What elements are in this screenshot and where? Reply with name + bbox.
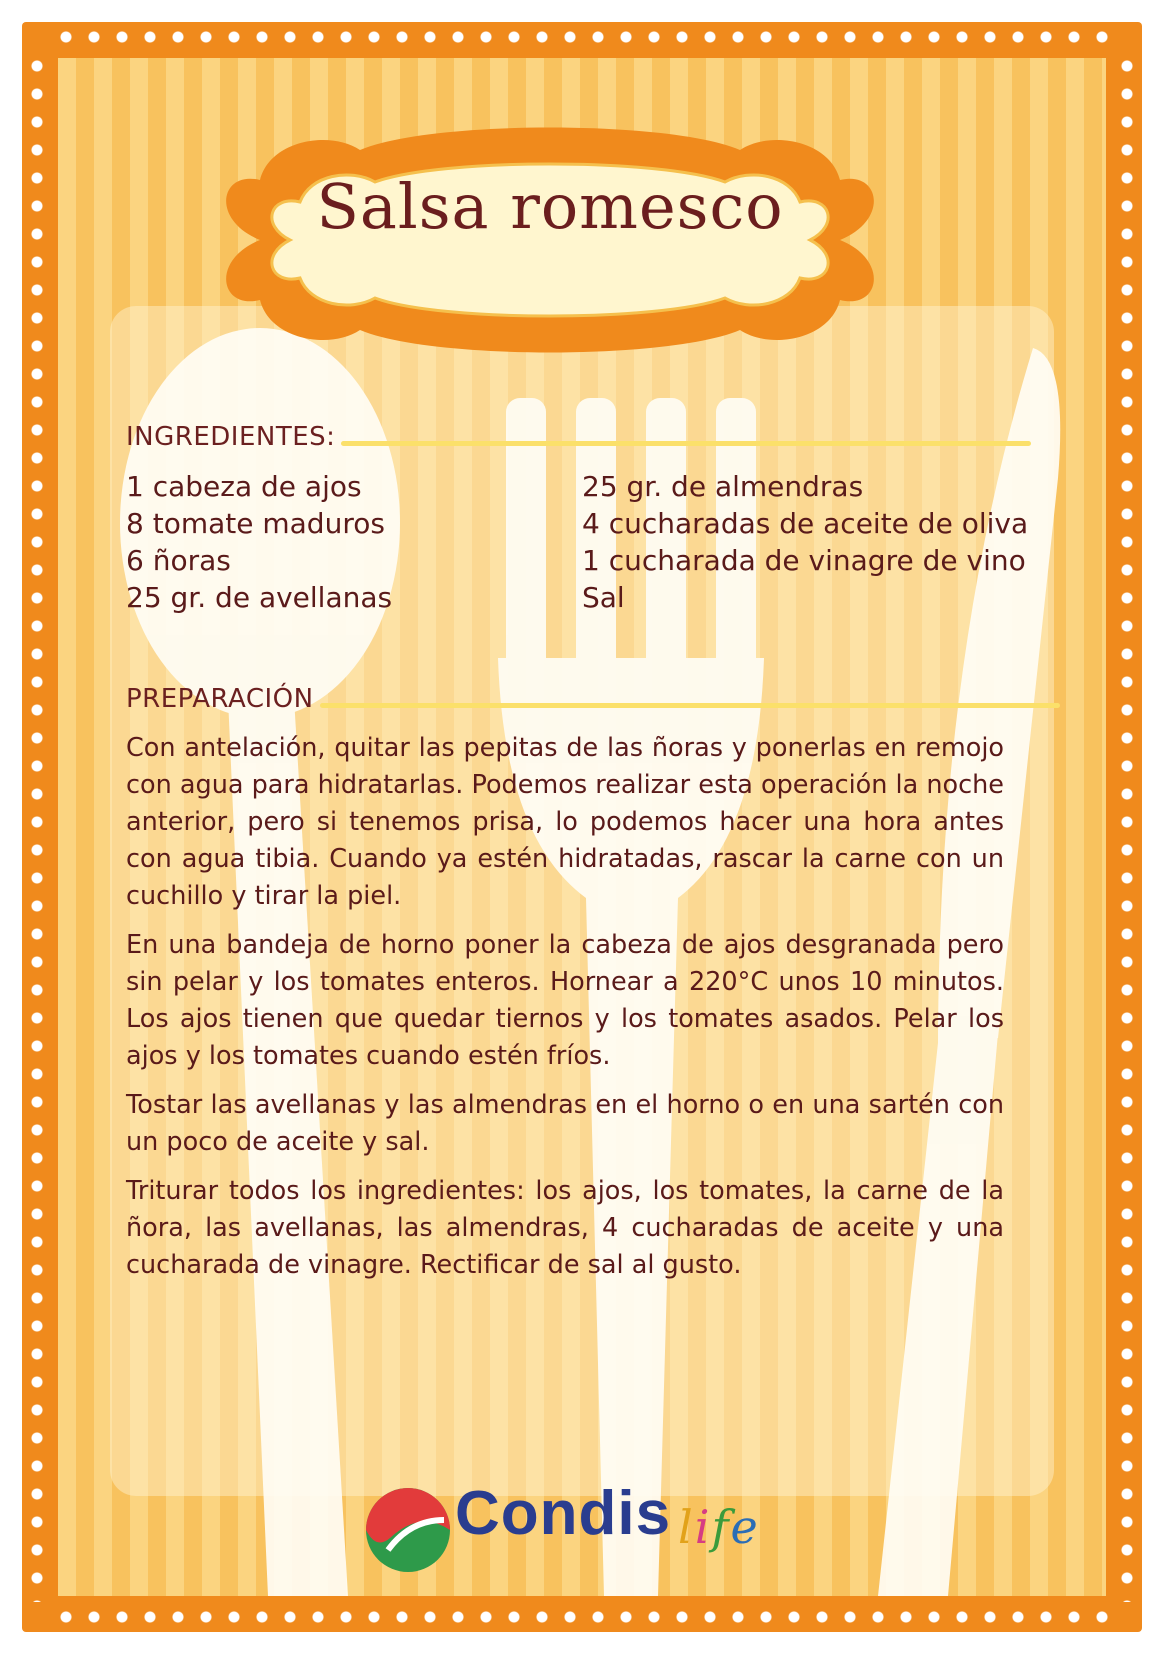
border-dots-bottom (52, 1610, 1112, 1624)
ingredient-item: 25 gr. de almendras (582, 470, 864, 503)
preparation-paragraph: En una bandeja de horno poner la cabeza de ajos desgranada pero sin pelar y los tomates enteros. Hornear a 220°C unos 10 minutos. Los ajos tienen que quedar tiernos y los tomates asados. Pelar los ajos y los tomates cuando estén fríos. (126, 930, 1004, 1071)
preparation-heading: PREPARACIÓN (126, 684, 314, 714)
life-letter: l (678, 1500, 695, 1554)
preparation-text (126, 730, 1004, 1296)
preparation-heading-row (126, 684, 1060, 714)
preparation-heading-line (320, 703, 1060, 708)
ingredients-heading-line (341, 441, 1031, 446)
life-letter: f (711, 1500, 731, 1554)
ingredient-item: Sal (582, 581, 625, 614)
life-letter: i (694, 1500, 712, 1554)
brand-name: Condis (455, 1479, 672, 1548)
ingredient-item: 25 gr. de avellanas (126, 581, 393, 614)
border-dots-left (30, 52, 44, 1602)
brand-life (678, 1500, 760, 1554)
border-dots-top (52, 30, 1112, 44)
ingredient-item: 4 cucharadas de aceite de oliva (582, 507, 1029, 540)
ingredients-right-list (582, 468, 1028, 616)
ingredient-item: 6 ñoras (126, 544, 231, 577)
ingredients-heading-row (126, 422, 1031, 452)
border-dots-right (1120, 52, 1134, 1602)
life-letter: e (730, 1500, 760, 1554)
page-title: Salsa romesco (316, 170, 784, 243)
preparation-paragraph: Con antelación, quitar las pepitas de las ñoras y ponerlas en remojo con agua para hidratarlas. Podemos realizar esta operación la noche anterior, pero si tenemos prisa, lo podemos hacer una hora antes con agua tibia. Cuando ya estén hidratadas, rascar la carne con un cuchillo y tirar la piel. (126, 733, 1004, 911)
preparation-paragraph: Triturar todos los ingredientes: los ajos, los tomates, la carne de la ñora, las avellanas, las almendras, 4 cucharadas de aceite y una cucharada de vinagre. Rectificar de sal al gusto. (126, 1176, 1004, 1280)
ingredients-heading: INGREDIENTES: (126, 422, 336, 452)
preparation-paragraph: Tostar las avellanas y las almendras en el horno o en una sartén con un poco de aceite y sal. (126, 1090, 1004, 1157)
ingredient-item: 1 cabeza de ajos (126, 470, 362, 503)
ingredient-item: 8 tomate maduros (126, 507, 385, 540)
ingredient-item: 1 cucharada de vinagre de vino (582, 544, 1026, 577)
ingredients-left-list (126, 468, 392, 616)
